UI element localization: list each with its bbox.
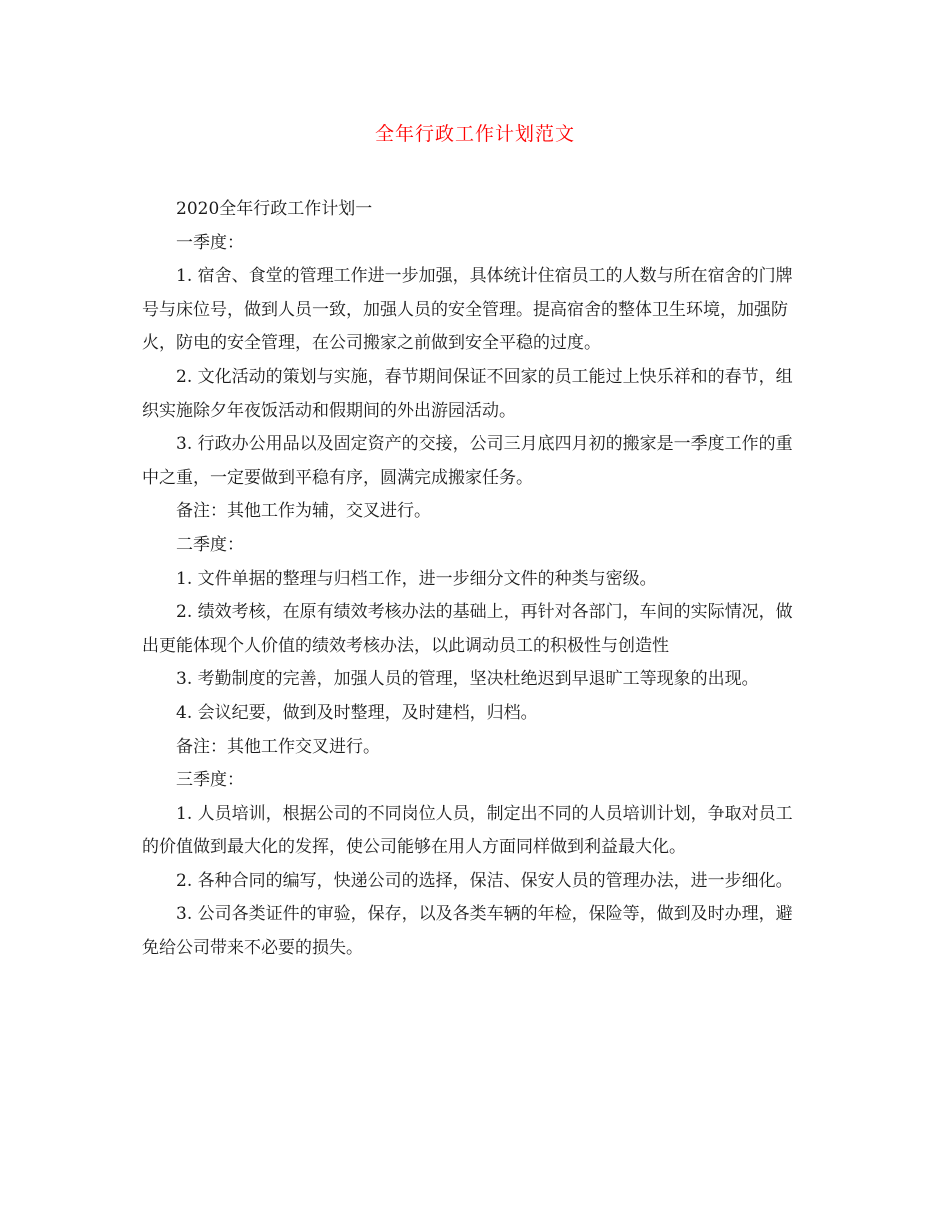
paragraph-q1-item-3: 3. 行政办公用品以及固定资产的交接，公司三月底四月初的搬家是一季度工作的重中之重，一定要做到平稳有序，圆满完成搬家任务。 (142, 434, 793, 488)
document-title: 全年行政工作计划范文 (374, 123, 575, 145)
paragraph-q1-heading: 一季度： (176, 232, 244, 253)
paragraph-q3-heading: 三季度： (176, 770, 244, 791)
paragraph-q2-note: 备注：其他工作交叉进行。 (176, 736, 380, 757)
paragraph-q2-heading: 二季度： (176, 534, 244, 555)
paragraph-plan-heading: 2020全年行政工作计划一 (176, 199, 373, 219)
paragraph-q2-item-2: 2. 绩效考核，在原有绩效考核办法的基础上，再针对各部门，车间的实际情况，做出更能体现个人价值的绩效考核办法，以此调动员工的积极性与创造性 (142, 602, 793, 656)
paragraph-q1-item-1: 1. 宿舍、食堂的管理工作进一步加强，具体统计住宿员工的人数与所在宿舍的门牌号与床位号，做到人员一致，加强人员的安全管理。提高宿舍的整体卫生环境，加强防火，防电的安全管理，在公司搬家之前做到安全平稳的过度。 (142, 266, 793, 354)
paragraph-q2-item-3: 3. 考勤制度的完善，加强人员的管理，坚决杜绝迟到早退旷工等现象的出现。 (176, 669, 759, 690)
paragraph-q3-item-3: 3. 公司各类证件的审验，保存，以及各类车辆的年检，保险等，做到及时办理，避免给公司带来不必要的损失。 (142, 904, 793, 959)
paragraph-q3-item-2: 2. 各种合同的编写，快递公司的选择，保洁、保安人员的管理办法，进一步细化。 (176, 870, 793, 891)
paragraph-q1-item-2: 2. 文化活动的策划与实施，春节期间保证不回家的员工能过上快乐祥和的春节，组织实施除夕年夜饭活动和假期间的外出游园活动。 (142, 366, 793, 421)
paragraph-q3-item-1: 1. 人员培训，根据公司的不同岗位人员，制定出不同的人员培训计划，争取对员工的价值做到最大化的发挥，使公司能够在用人方面同样做到利益最大化。 (142, 803, 793, 858)
document-body (142, 193, 807, 966)
paragraph-q2-item-1: 1. 文件单据的整理与归档工作，进一步细分文件的种类与密级。 (176, 568, 657, 589)
paragraph-q2-item-4: 4. 会议纪要，做到及时整理，及时建档，归档。 (176, 702, 538, 723)
paragraph-q1-note: 备注：其他工作为辅，交叉进行。 (176, 501, 431, 522)
